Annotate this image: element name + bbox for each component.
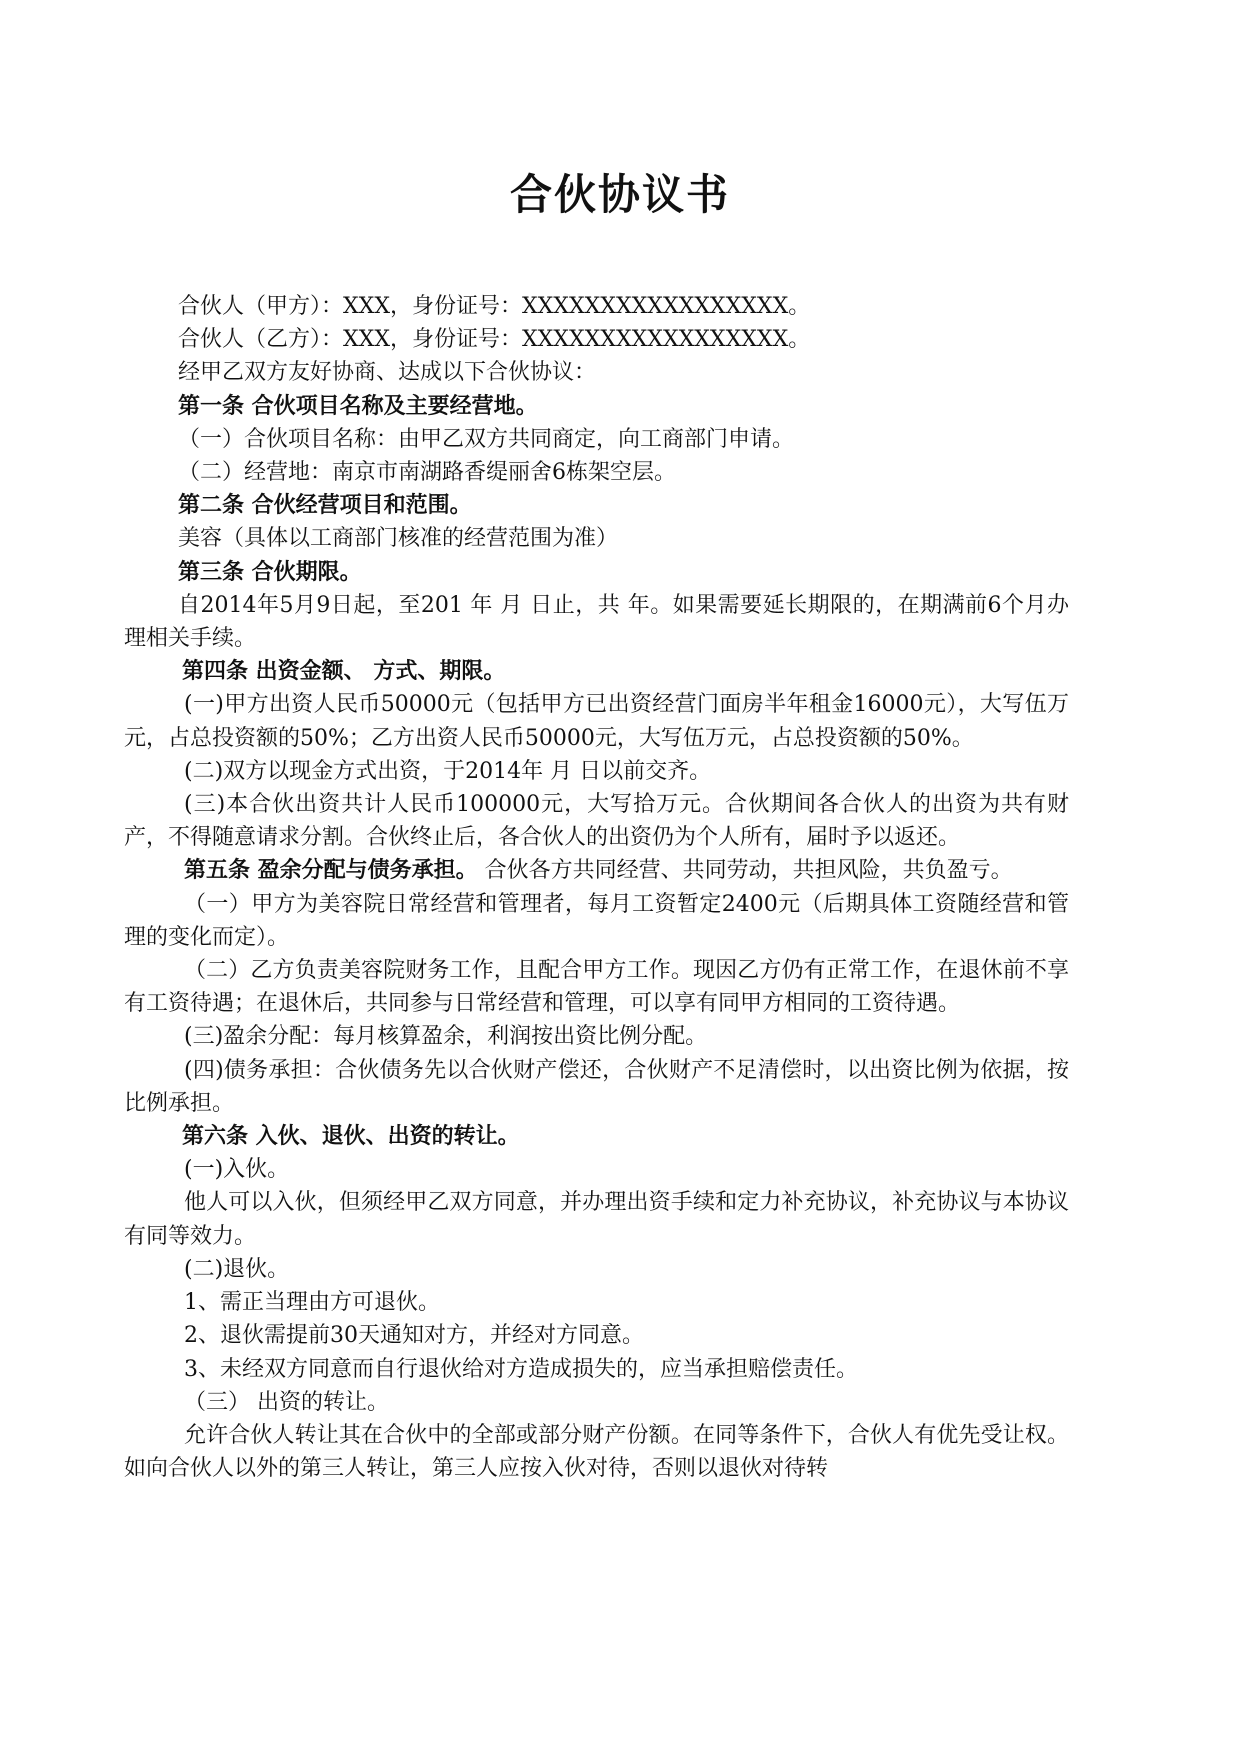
article-6-sub-2: (二)退伙。: [184, 1256, 290, 1282]
preamble: 经甲乙双方友好协商、达成以下合伙协议：: [178, 360, 597, 386]
article-6-sub-2-rule-2: 2、退伙需提前30天通知对方，并经对方同意。: [184, 1323, 644, 1349]
article-5-item-4: (四)债务承担：合伙债务先以合伙财产偿还，合伙财产不足清偿时，以出资比例为依据，按比例承担。: [124, 1057, 1069, 1116]
article-6-sub-2-rule-1: 1、需正当理由方可退伙。: [184, 1290, 440, 1316]
article-6-sub-3: （三） 出资的转让。: [184, 1389, 389, 1415]
article-6-sub-2-rule-3: 3、未经双方同意而自行退伙给对方造成损失的，应当承担赔偿责任。: [184, 1356, 858, 1382]
article-3-heading: 第三条 合伙期限。: [178, 559, 362, 585]
article-6-sub-1-body: 他人可以入伙，但须经甲乙双方同意，并办理出资手续和定力补充协议，补充协议与本协议有同等效力。: [124, 1190, 1069, 1249]
article-5-heading: 第五条 盈余分配与债务承担。: [184, 858, 478, 884]
party-b-line: 合伙人（乙方）：XXX，身份证号：XXXXXXXXXXXXXXXXX。: [178, 327, 811, 353]
article-1-item-2: （二）经营地：南京市南湖路香缇丽舍6栋架空层。: [178, 460, 676, 486]
article-2-body: 美容（具体以工商部门核准的经营范围为准）: [178, 526, 619, 552]
document-title: 合伙协议书: [509, 170, 730, 219]
article-5-item-3: (三)盈余分配：每月核算盈余，利润按出资比例分配。: [184, 1024, 708, 1050]
article-6-heading: 第六条 入伙、退伙、出资的转让。: [182, 1124, 520, 1150]
article-6-sub-1: (一)入伙。: [184, 1157, 290, 1183]
party-a-line: 合伙人（甲方）：XXX，身份证号：XXXXXXXXXXXXXXXXX。: [178, 294, 811, 319]
article-4-item-2: (二)双方以现金方式出资，于2014年 月 日以前交齐。: [184, 758, 712, 784]
article-5-paragraph: [124, 854, 1069, 887]
article-4-heading: 第四条 出资金额、 方式、期限。: [182, 659, 506, 685]
article-2-heading: 第二条 合伙经营项目和范围。: [178, 493, 472, 519]
article-5-intro: 合伙各方共同经营、共同劳动，共担风险，共负盈亏。: [477, 858, 1013, 884]
article-1-heading: 第一条 合伙项目名称及主要经营地。: [178, 393, 538, 419]
article-4-item-3: (三)本合伙出资共计人民币100000元，大写拾万元。合伙期间各合伙人的出资为共有财产，不得随意请求分割。合伙终止后，各合伙人的出资仍为个人所有，届时予以返还。: [124, 792, 1069, 851]
article-5-item-2: （二）乙方负责美容院财务工作，且配合甲方工作。现因乙方仍有正常工作，在退休前不享有工资待遇；在退休后，共同参与日常经营和管理，可以享有同甲方相同的工资待遇。: [124, 958, 1069, 1017]
article-6-sub-3-body: 允许合伙人转让其在合伙中的全部或部分财产份额。在同等条件下，合伙人有优先受让权。如向合伙人以外的第三人转让，第三人应按入伙对待，否则以退伙对待转: [124, 1422, 1069, 1482]
article-3-body: 自2014年5月9日起，至201 年 月 日止，共 年。如果需要延长期限的，在期满前6个月办理相关手续。: [124, 592, 1069, 652]
article-4-item-1: (一)甲方出资人民币50000元（包括甲方已出资经营门面房半年租金16000元），大写伍万元，占总投资额的50%；乙方出资人民币50000元，大写伍万元，占总投资额的50%。: [124, 692, 1069, 751]
article-1-item-1: （一）合伙项目名称：由甲乙双方共同商定，向工商部门申请。: [178, 426, 795, 452]
document-body: [124, 290, 1069, 1485]
article-5-item-1: （一）甲方为美容院日常经营和管理者，每月工资暂定2400元（后期具体工资随经营和管理的变化而定）。: [124, 891, 1069, 950]
